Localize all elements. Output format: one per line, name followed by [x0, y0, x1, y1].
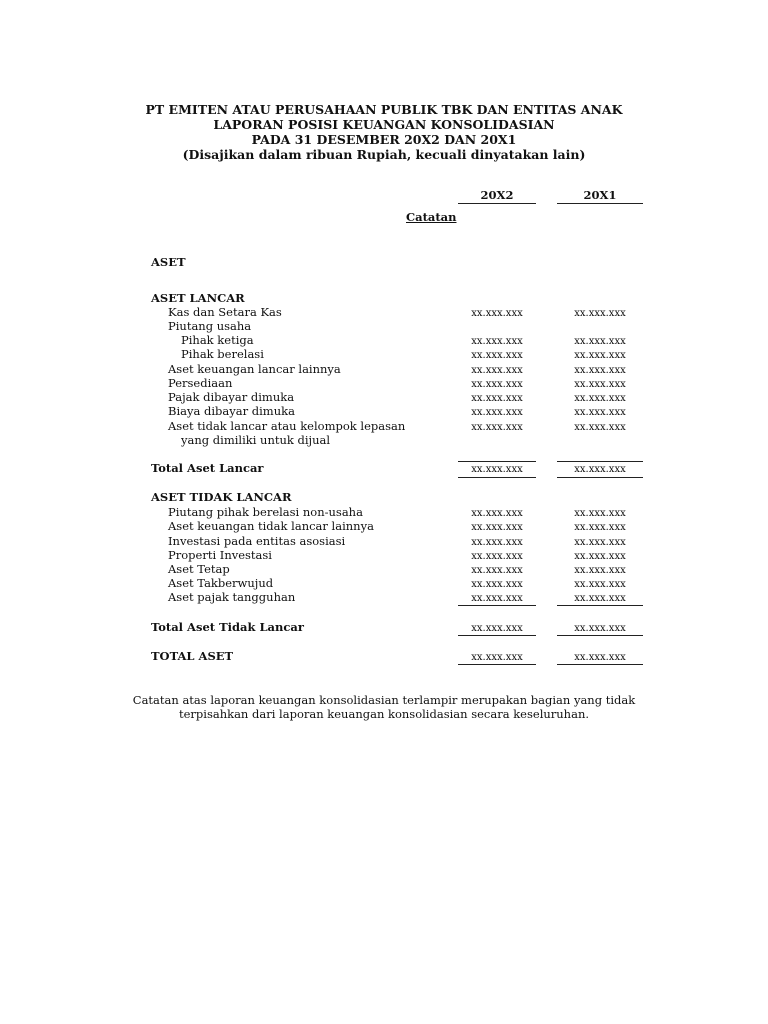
total-aset-lancar-underline-20x1 — [557, 477, 643, 478]
section-aset-tidak-lancar: ASET TIDAK LANCAR — [151, 490, 292, 504]
row-value-properti-investasi-20x1: xx.xxx.xxx — [574, 551, 626, 562]
row-label-total-aset-tidak-lancar: Total Aset Tidak Lancar — [151, 620, 304, 634]
column-header-20x1: 20X1 — [583, 188, 617, 202]
row-value-kas-20x1: xx.xxx.xxx — [574, 308, 626, 319]
row-value-aset-keuangan-tidak-lancar-20x1: xx.xxx.xxx — [574, 522, 626, 533]
row-value-persediaan-20x1: xx.xxx.xxx — [574, 379, 626, 390]
row-value-aset-dijual-20x1: xx.xxx.xxx — [574, 422, 626, 433]
report-period: PADA 31 DESEMBER 20X2 DAN 20X1 — [251, 132, 517, 147]
row-value-aset-pajak-tangguhan-20x2: xx.xxx.xxx — [471, 593, 523, 604]
row-value-biaya-dibayar-20x2: xx.xxx.xxx — [471, 407, 523, 418]
row-label-aset-keuangan-tidak-lancar: Aset keuangan tidak lancar lainnya — [168, 519, 374, 533]
section-aset: ASET — [151, 255, 186, 269]
row-value-total-aset-tidak-lancar-20x1: xx.xxx.xxx — [574, 623, 626, 634]
column-header-20x2: 20X2 — [480, 188, 514, 202]
row-value-total-aset-20x2: xx.xxx.xxx — [471, 652, 523, 663]
aset-pajak-tangguhan-underline-20x1 — [557, 605, 643, 606]
column-header-underline-20x1 — [557, 203, 643, 204]
row-value-total-aset-20x1: xx.xxx.xxx — [574, 652, 626, 663]
row-label-properti-investasi: Properti Investasi — [168, 548, 272, 562]
column-header-underline-20x2 — [458, 203, 536, 204]
footnote-line-2: terpisahkan dari laporan keuangan konsolidasian secara keseluruhan. — [178, 707, 590, 721]
row-value-biaya-dibayar-20x1: xx.xxx.xxx — [574, 407, 626, 418]
row-value-aset-keuangan-tidak-lancar-20x2: xx.xxx.xxx — [471, 522, 523, 533]
row-value-aset-keuangan-lancar-20x2: xx.xxx.xxx — [471, 365, 523, 376]
section-aset-lancar: ASET LANCAR — [151, 291, 245, 305]
row-value-aset-pajak-tangguhan-20x1: xx.xxx.xxx — [574, 593, 626, 604]
row-value-aset-tetap-20x2: xx.xxx.xxx — [471, 565, 523, 576]
row-value-properti-investasi-20x2: xx.xxx.xxx — [471, 551, 523, 562]
company-title: PT EMITEN ATAU PERUSAHAAN PUBLIK TBK DAN ENTITAS ANAK — [145, 102, 623, 117]
row-value-total-aset-lancar-20x1: xx.xxx.xxx — [574, 464, 626, 475]
total-aset-underline-20x1 — [557, 664, 643, 665]
row-value-pihak-berelasi-20x2: xx.xxx.xxx — [471, 350, 523, 361]
row-value-total-aset-tidak-lancar-20x2: xx.xxx.xxx — [471, 623, 523, 634]
report-currency-note: (Disajikan dalam ribuan Rupiah, kecuali dinyatakan lain) — [182, 147, 586, 162]
row-value-aset-dijual-20x2: xx.xxx.xxx — [471, 422, 523, 433]
row-label-pihak-ketiga: Pihak ketiga — [181, 333, 254, 347]
row-label-aset-dijual-cont: yang dimiliki untuk dijual — [181, 433, 331, 447]
row-value-investasi-20x2: xx.xxx.xxx — [471, 537, 523, 548]
row-value-pihak-berelasi-20x1: xx.xxx.xxx — [574, 350, 626, 361]
total-aset-lancar-rule-20x1 — [557, 461, 643, 462]
row-label-piutang-berelasi: Piutang pihak berelasi non-usaha — [168, 505, 363, 519]
total-aset-lancar-underline-20x2 — [458, 477, 536, 478]
row-value-aset-tetap-20x1: xx.xxx.xxx — [574, 565, 626, 576]
aset-pajak-tangguhan-underline-20x2 — [458, 605, 536, 606]
row-label-kas: Kas dan Setara Kas — [168, 305, 282, 319]
row-label-aset-dijual: Aset tidak lancar atau kelompok lepasan — [168, 419, 406, 433]
row-value-kas-20x2: xx.xxx.xxx — [471, 308, 523, 319]
row-value-piutang-berelasi-20x2: xx.xxx.xxx — [471, 508, 523, 519]
row-value-pihak-ketiga-20x2: xx.xxx.xxx — [471, 336, 523, 347]
row-value-persediaan-20x2: xx.xxx.xxx — [471, 379, 523, 390]
report-title: LAPORAN POSISI KEUANGAN KONSOLIDASIAN — [213, 117, 555, 132]
column-header-catatan: Catatan — [406, 210, 457, 224]
row-value-investasi-20x1: xx.xxx.xxx — [574, 537, 626, 548]
row-label-biaya-dibayar: Biaya dibayar dimuka — [168, 404, 295, 418]
row-label-total-aset: TOTAL ASET — [151, 649, 234, 663]
row-label-aset-keuangan-lancar: Aset keuangan lancar lainnya — [168, 362, 341, 376]
row-label-investasi: Investasi pada entitas asosiasi — [168, 534, 346, 548]
row-value-pihak-ketiga-20x1: xx.xxx.xxx — [574, 336, 626, 347]
row-label-total-aset-lancar: Total Aset Lancar — [151, 461, 264, 475]
row-value-aset-takberwujud-20x1: xx.xxx.xxx — [574, 579, 626, 590]
row-label-aset-pajak-tangguhan: Aset pajak tangguhan — [168, 590, 296, 604]
row-value-pajak-dibayar-20x1: xx.xxx.xxx — [574, 393, 626, 404]
row-label-pihak-berelasi: Pihak berelasi — [181, 347, 264, 361]
row-label-piutang-usaha: Piutang usaha — [168, 319, 252, 333]
total-aset-lancar-rule-20x2 — [458, 461, 536, 462]
row-value-piutang-berelasi-20x1: xx.xxx.xxx — [574, 508, 626, 519]
row-value-total-aset-lancar-20x2: xx.xxx.xxx — [471, 464, 523, 475]
row-value-aset-takberwujud-20x2: xx.xxx.xxx — [471, 579, 523, 590]
row-label-aset-tetap: Aset Tetap — [168, 562, 230, 576]
total-aset-tidak-lancar-underline-20x2 — [458, 635, 536, 636]
total-aset-tidak-lancar-underline-20x1 — [557, 635, 643, 636]
row-value-aset-keuangan-lancar-20x1: xx.xxx.xxx — [574, 365, 626, 376]
row-label-aset-takberwujud: Aset Takberwujud — [168, 576, 274, 590]
row-label-persediaan: Persediaan — [168, 376, 233, 390]
row-label-pajak-dibayar: Pajak dibayar dimuka — [168, 390, 295, 404]
footnote-line-1: Catatan atas laporan keuangan konsolidasian terlampir merupakan bagian yang tidak — [132, 693, 636, 707]
row-value-pajak-dibayar-20x2: xx.xxx.xxx — [471, 393, 523, 404]
total-aset-underline-20x2 — [458, 664, 536, 665]
